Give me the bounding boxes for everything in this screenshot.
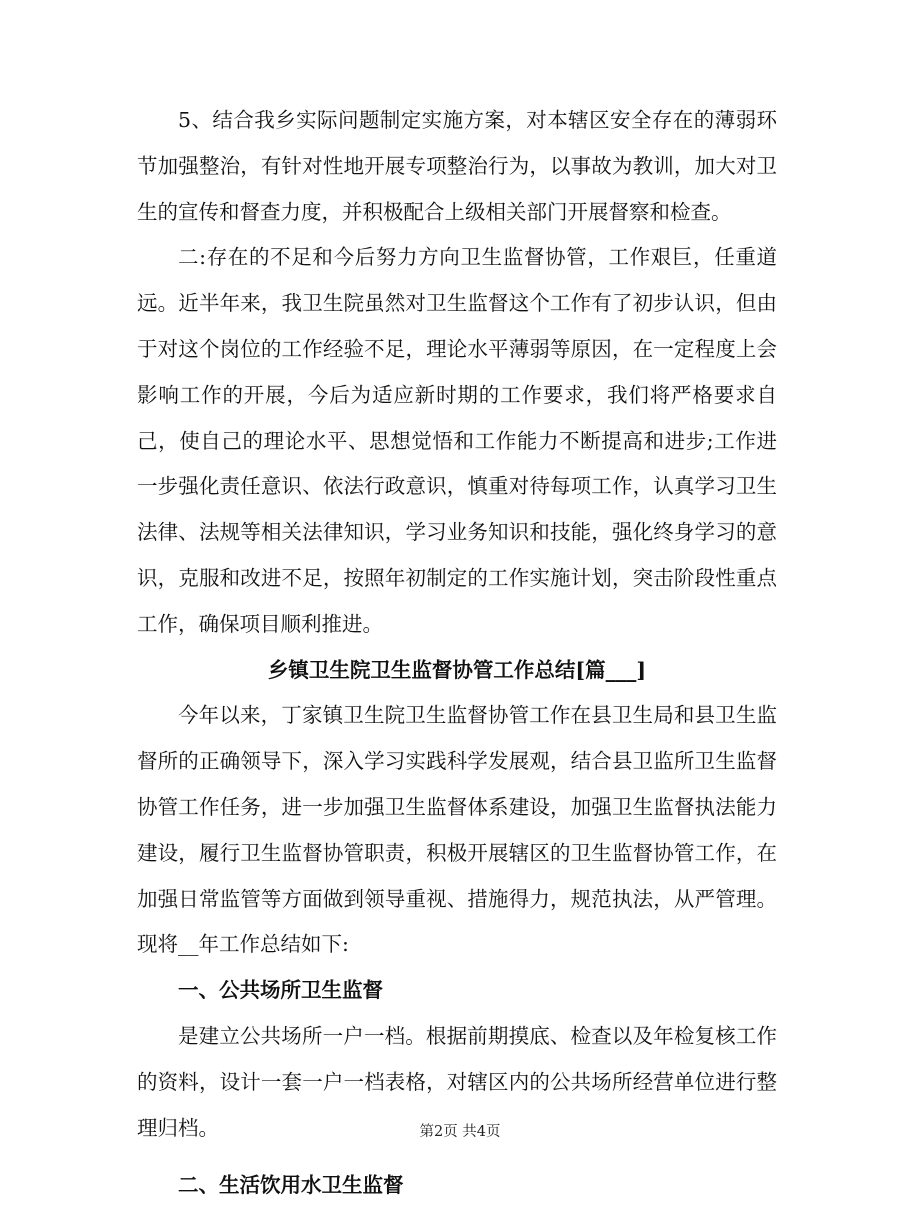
paragraph-public-places: 是建立公共场所一户一档。根据前期摸底、检查以及年检复核工作的资料，设计一套一户一档表格，对辖区内的公共场所经营单位进行整理归档。	[137, 1023, 777, 1140]
document-body	[137, 98, 777, 1209]
page-number: 第2页 共4页	[419, 1124, 501, 1140]
section-title: 乡镇卫生院卫生监督协管工作总结[篇___]	[267, 657, 647, 682]
heading-public-places: 一、公共场所卫生监督	[178, 978, 383, 1003]
paragraph-intro: 今年以来，丁家镇卫生院卫生监督协管工作在县卫生局和县卫生监督所的正确领导下，深入学习实践科学发展观，结合县卫监所卫生监督协管工作任务，进一步加强卫生监督体系建设，加强卫生监督执法能力建设，履行卫生监督协管职责，积极开展辖区的卫生监督协管工作，在加强日常监管等方面做到领导重视、措施得力，规范执法，从严管理。现将__年工作总结如下:	[137, 703, 777, 957]
heading-drinking-water: 二、生活饮用水卫生监督	[178, 1173, 404, 1198]
paragraph-rectification: 5、结合我乡实际问题制定实施方案，对本辖区安全存在的薄弱环节加强整治，有针对性地开展专项整治行为，以事故为教训，加大对卫生的宣传和督查力度，并积极配合上级相关部门开展督察和检查。	[137, 108, 777, 224]
paragraph-shortcomings: 二:存在的不足和今后努力方向卫生监督协管，工作艰巨，任重道远。近半年来，我卫生院虽然对卫生监督这个工作有了初步认识，但由于对这个岗位的工作经验不足，理论水平薄弱等原因，在一定程度上会影响工作的开展，今后为适应新时期的工作要求，我们将严格要求自己，使自己的理论水平、思想觉悟和工作能力不断提高和进步;工作进一步强化责任意识、依法行政意识，慎重对待每项工作，认真学习卫生法律、法规等相关法律知识，学习业务知识和技能，强化终身学习的意识，克服和改进不足，按照年初制定的工作实施计划，突击阶段性重点工作，确保项目顺利推进。	[137, 245, 777, 636]
